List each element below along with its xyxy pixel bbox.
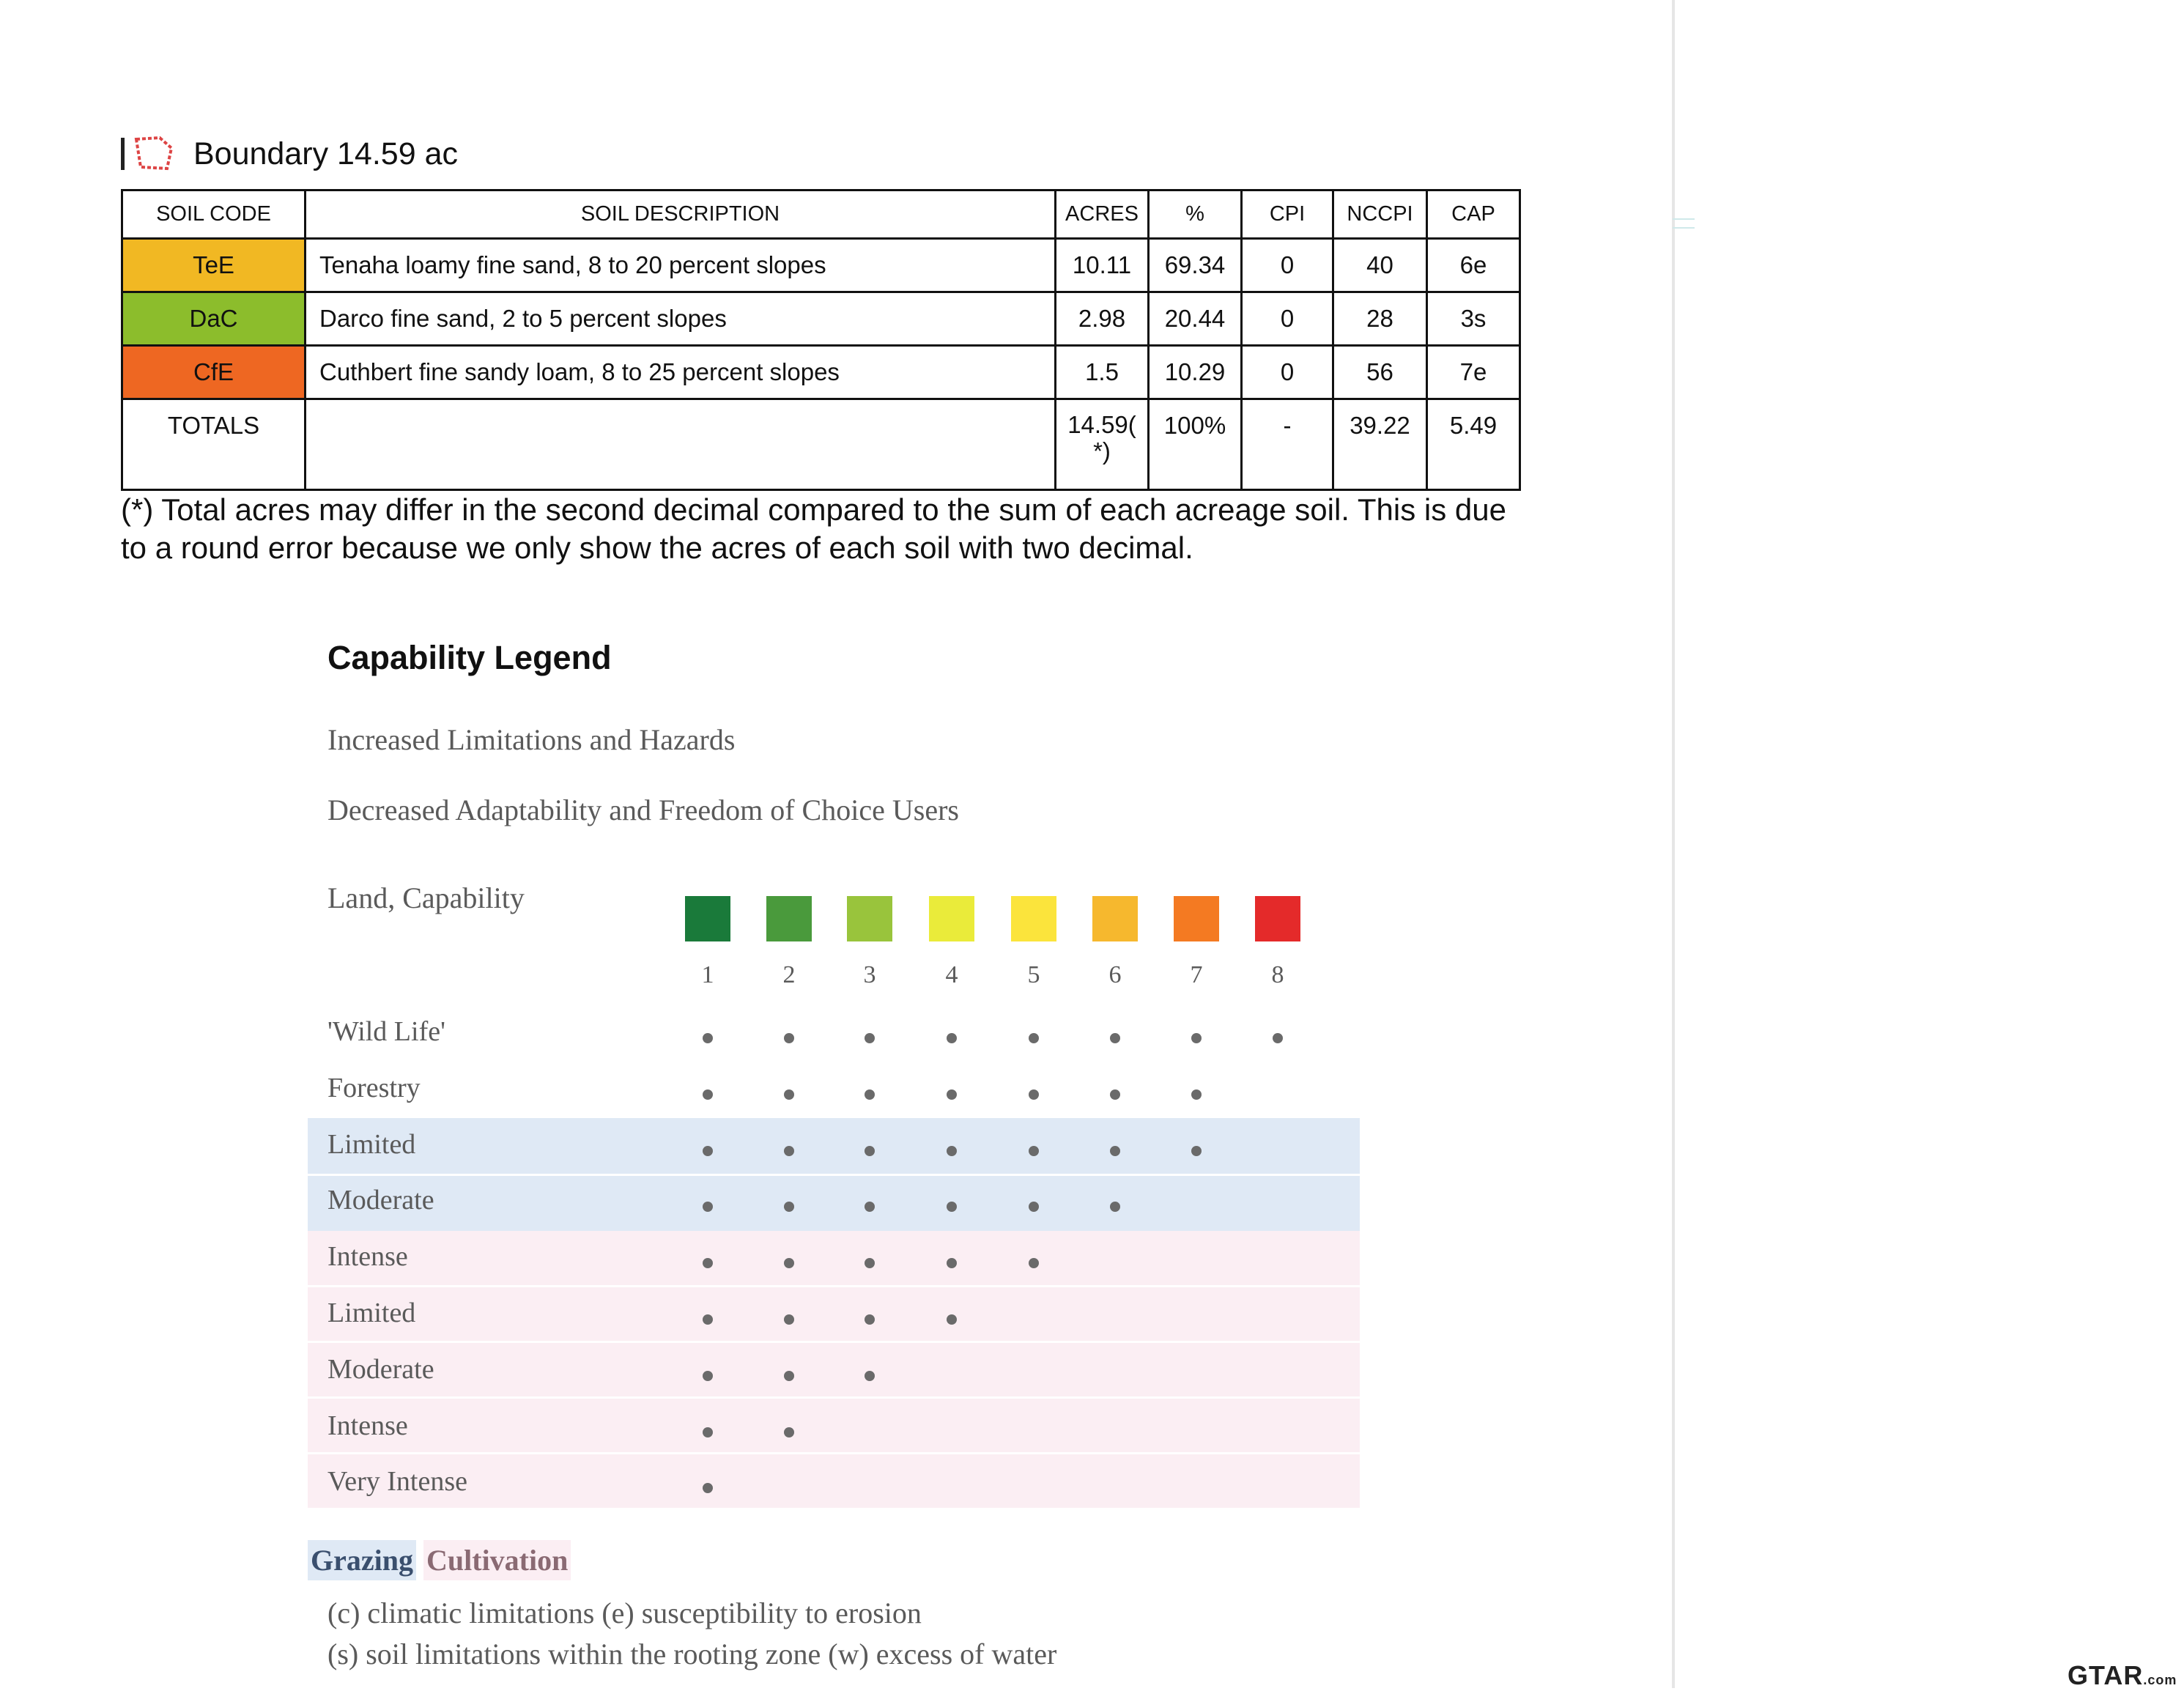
capability-dot [784,1314,794,1325]
soil-cap: 7e [1427,346,1520,399]
class-2-number: 2 [782,961,796,988]
legend-line-limitations: Increased Limitations and Hazards [327,723,736,756]
capability-dot [703,1371,713,1381]
legend-row-label: Very Intense [327,1466,467,1498]
soil-cap: 6e [1427,239,1520,292]
class-3-swatch [847,896,892,941]
band-separator [308,1396,1360,1399]
class-1-number: 1 [701,961,714,988]
boundary-label: Boundary 14.59 ac [193,136,458,171]
capability-dot [865,1314,875,1325]
class-1-swatch [685,896,730,941]
class-7-swatch [1174,896,1219,941]
acreage-footnote: (*) Total acres may differ in the second decimal compared to the sum of each acreage soil. This is due to a round error because we only show the acres of each soil with two decimal. [121,492,1506,565]
soil-table-header-row [122,190,1520,239]
header-soil-description: SOIL DESCRIPTION [306,190,1056,239]
capability-dot [703,1089,713,1100]
capability-dot [947,1089,957,1100]
class-6-swatch [1092,896,1138,941]
soil-description: Cuthbert fine sandy loam, 8 to 25 percent slopes [306,346,1056,399]
page-edge [1672,0,1675,1688]
grazing-key: Grazing [308,1540,416,1580]
capability-dot [784,1146,794,1156]
soil-percent: 69.34 [1149,239,1242,292]
header-cpi: CPI [1242,190,1333,239]
totals-cap: 5.49 [1427,399,1520,490]
soil-code: TeE [122,239,306,292]
capability-dot [703,1033,713,1043]
capability-dot [784,1089,794,1100]
legend-row-label: Moderate [327,1353,434,1385]
capability-dot [947,1146,957,1156]
soil-cpi: 0 [1242,239,1333,292]
soil-percent: 20.44 [1149,292,1242,346]
soil-acres: 10.11 [1056,239,1149,292]
watermark-brand: GTAR [2068,1660,2144,1690]
boundary-heading [121,135,458,173]
class-5-number: 5 [1027,961,1040,988]
legend-row-label: Intense [327,1410,408,1441]
header-cap: CAP [1427,190,1520,239]
totals-row [122,399,1520,490]
capability-dot [1191,1033,1202,1043]
land-capability-label: Land, Capability [327,881,525,914]
soil-nccpi: 40 [1333,239,1427,292]
capability-dot [703,1427,713,1437]
cultivation-key: Cultivation [423,1540,571,1580]
limitation-note-ce: (c) climatic limitations (e) susceptibility to erosion [327,1596,922,1629]
capability-dot [1029,1089,1039,1100]
header-soil-code: SOIL CODE [122,190,306,239]
totals-acres: 14.59( *) [1056,399,1149,490]
capability-dot [784,1371,794,1381]
capability-dot [703,1146,713,1156]
soil-nccpi: 56 [1333,346,1427,399]
capability-dot [1110,1146,1120,1156]
capability-dot [947,1033,957,1043]
totals-nccpi: 39.22 [1333,399,1427,490]
header-nccpi: NCCPI [1333,190,1427,239]
totals-cpi: - [1242,399,1333,490]
gtar-watermark-logo [2068,1660,2177,1691]
totals-percent: 100% [1149,399,1242,490]
capability-dot [1029,1033,1039,1043]
soil-acres: 2.98 [1056,292,1149,346]
class-4-number: 4 [945,961,958,988]
capability-dot [1029,1146,1039,1156]
soil-cap: 3s [1427,292,1520,346]
legend-row-label: Limited [327,1128,416,1160]
capability-dot [865,1033,875,1043]
soil-cpi: 0 [1242,346,1333,399]
soil-acres: 1.5 [1056,346,1149,399]
legend-line-adaptability: Decreased Adaptability and Freedom of Choice Users [327,793,959,826]
soil-nccpi: 28 [1333,292,1427,346]
band-separator [308,1285,1360,1287]
legend-row-label: Limited [327,1298,416,1328]
legend-title: Capability Legend [327,639,612,676]
totals-label: TOTALS [122,399,306,490]
soil-code: CfE [122,346,306,399]
totals-description [306,399,1056,490]
boundary-bar [121,138,125,170]
legend-row-label: Forestry [327,1072,421,1103]
soil-code: DaC [122,292,306,346]
capability-dot [1110,1033,1120,1043]
edge-mark [1673,227,1695,229]
boundary-polygon-icon [130,135,176,173]
capability-dot [1273,1033,1283,1043]
header-acres: ACRES [1056,190,1149,239]
edge-mark [1673,218,1695,220]
watermark-suffix: .com [2143,1673,2177,1687]
soil-description: Darco fine sand, 2 to 5 percent slopes [306,292,1056,346]
capability-dot [865,1089,875,1100]
class-8-swatch [1255,896,1300,941]
class-8-number: 8 [1271,961,1284,988]
soil-cpi: 0 [1242,292,1333,346]
capability-dot [865,1371,875,1381]
table-row [122,292,1520,346]
class-3-number: 3 [863,961,876,988]
capability-dot [947,1314,957,1325]
class-4-swatch [929,896,974,941]
class-7-number: 7 [1190,961,1203,988]
capability-dot [1110,1089,1120,1100]
class-5-swatch [1011,896,1056,941]
band-separator [308,1174,1360,1176]
capability-dot [1191,1089,1202,1100]
band-separator [308,1452,1360,1454]
limitation-note-sw: (s) soil limitations within the rooting zone (w) excess of water [327,1638,1057,1670]
legend-row-label: Intense [327,1241,408,1273]
soil-percent: 10.29 [1149,346,1242,399]
capability-dot [1191,1146,1202,1156]
soil-description: Tenaha loamy fine sand, 8 to 20 percent slopes [306,239,1056,292]
header-percent: % [1149,190,1242,239]
soil-table [121,189,1521,491]
capability-dot [703,1314,713,1325]
table-row [122,346,1520,399]
class-6-number: 6 [1108,961,1122,988]
table-row [122,239,1520,292]
capability-dot [865,1146,875,1156]
legend-row-label: 'Wild Life' [327,1016,445,1047]
legend-row-label: Moderate [327,1185,434,1216]
band-separator [308,1341,1360,1343]
capability-dot [784,1033,794,1043]
capability-dot [784,1427,794,1437]
class-2-swatch [766,896,812,941]
